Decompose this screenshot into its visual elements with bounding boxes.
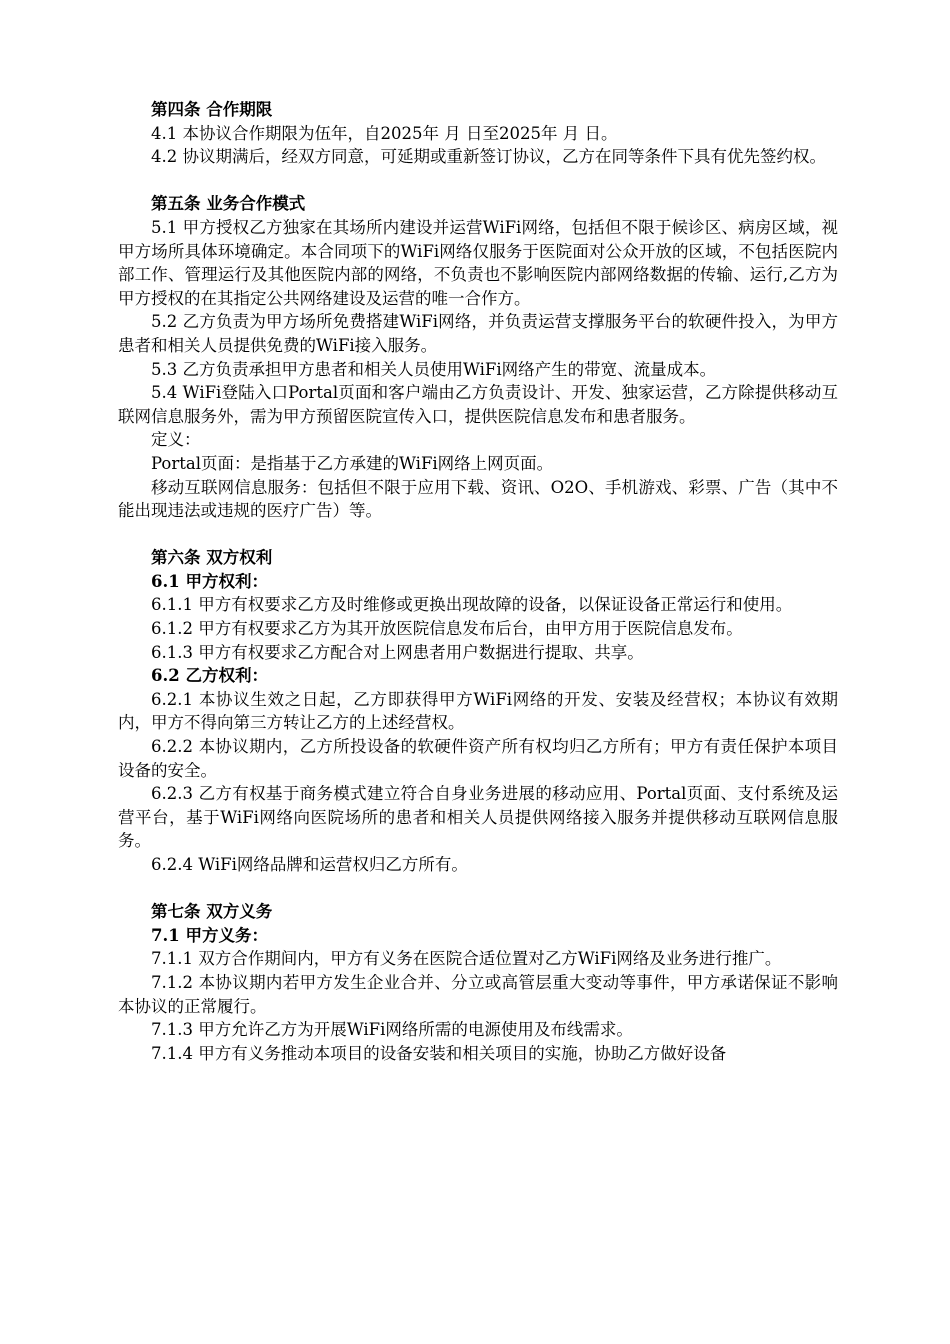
article4-clause-4-1: 4.1 本协议合作期限为伍年，自2025年 月 日至2025年 月 日。: [151, 123, 618, 143]
article6-sub-6-2-heading: 6.2 乙方权利：: [151, 666, 268, 686]
article6-sub-6-1-heading: 6.1 甲方权利：: [151, 571, 268, 591]
article7-clause-7-1-4: 7.1.4 甲方有义务推动本项目的设备安装和相关项目的实施，协助乙方做好设备: [151, 1043, 727, 1063]
article5-clause-5-2: 5.2 乙方负责为甲方场所免费搭建WiFi网络，并负责运营支撑服务平台的软硬件投入，为甲方患者和相关人员提供免费的WiFi接入服务。: [118, 312, 838, 355]
section-gap: [118, 169, 838, 193]
article7-clause-7-1-3: 7.1.3 甲方允许乙方为开展WiFi网络所需的电源使用及布线需求。: [151, 1020, 633, 1040]
article7-clause-7-1-1: 7.1.1 双方合作期间内，甲方有义务在医院合适位置对乙方WiFi网络及业务进行推广。: [151, 949, 782, 969]
section-gap: [118, 523, 838, 547]
article5-clause-5-3: 5.3 乙方负责承担甲方患者和相关人员使用WiFi网络产生的带宽、流量成本。: [151, 359, 717, 379]
article6-clause-6-2-2: 6.2.2 本协议期内，乙方所投设备的软硬件资产所有权均归乙方所有；甲方有责任保护本项目设备的安全。: [118, 737, 838, 780]
contract-page: [118, 98, 838, 1065]
definition-mobile-internet: 移动互联网信息服务：包括但不限于应用下载、资讯、O2O、手机游戏、彩票、广告（其中不能出现违法或违规的医疗广告）等。: [118, 477, 838, 521]
article6-clause-6-1-2: 6.1.2 甲方有权要求乙方为其开放医院信息发布后台，由甲方用于医院信息发布。: [151, 619, 743, 639]
article7-heading: 第七条 双方义务: [151, 902, 273, 922]
article6-clause-6-1-1: 6.1.1 甲方有权要求乙方及时维修或更换出现故障的设备，以保证设备正常运行和使用。: [151, 595, 793, 615]
section-gap: [118, 877, 838, 901]
article6-heading: 第六条 双方权利: [151, 548, 273, 568]
article4-clause-4-2: 4.2 协议期满后，经双方同意，可延期或重新签订协议，乙方在同等条件下具有优先签约权。: [151, 147, 826, 167]
definition-label: 定义：: [151, 430, 201, 450]
article5-clause-5-1: 5.1 甲方授权乙方独家在其场所内建设并运营WiFi网络，包括但不限于候诊区、病房区域，视甲方场所具体环境确定。本合同项下的WiFi网络仅服务于医院面对公众开放的区域，不包括医院内部工作、管理运行及其他医院内部的网络，不负责也不影响医院内部网络数据的传输、运行,乙方为甲方授权的在其指定公共网络建设及运营的唯一合作方。: [118, 217, 838, 308]
article6-clause-6-1-3: 6.1.3 甲方有权要求乙方配合对上网患者用户数据进行提取、共享。: [151, 642, 644, 662]
article5-heading: 第五条 业务合作模式: [151, 194, 306, 214]
article6-clause-6-2-4: 6.2.4 WiFi网络品牌和运营权归乙方所有。: [151, 855, 468, 874]
article7-clause-7-1-2: 7.1.2 本协议期内若甲方发生企业合并、分立或高管层重大变动等事件，甲方承诺保证不影响本协议的正常履行。: [118, 972, 838, 1016]
article5-clause-5-4: 5.4 WiFi登陆入口Portal页面和客户端由乙方负责设计、开发、独家运营，乙方除提供移动互联网信息服务外，需为甲方预留医院宣传入口，提供医院信息发布和患者服务。: [118, 383, 838, 426]
article6-clause-6-2-3: 6.2.3 乙方有权基于商务模式建立符合自身业务进展的移动应用、Portal页面、支付系统及运营平台，基于WiFi网络向医院场所的患者和相关人员提供网络接入服务并提供移动互联网信息服务。: [118, 784, 838, 851]
definition-portal: Portal页面：是指基于乙方承建的WiFi网络上网页面。: [151, 453, 554, 473]
article6-clause-6-2-1: 6.2.1 本协议生效之日起，乙方即获得甲方WiFi网络的开发、安装及经营权；本协议有效期内，甲方不得向第三方转让乙方的上述经营权。: [118, 689, 838, 733]
article4-heading: 第四条 合作期限: [151, 100, 273, 119]
article7-sub-7-1-heading: 7.1 甲方义务：: [151, 925, 268, 945]
